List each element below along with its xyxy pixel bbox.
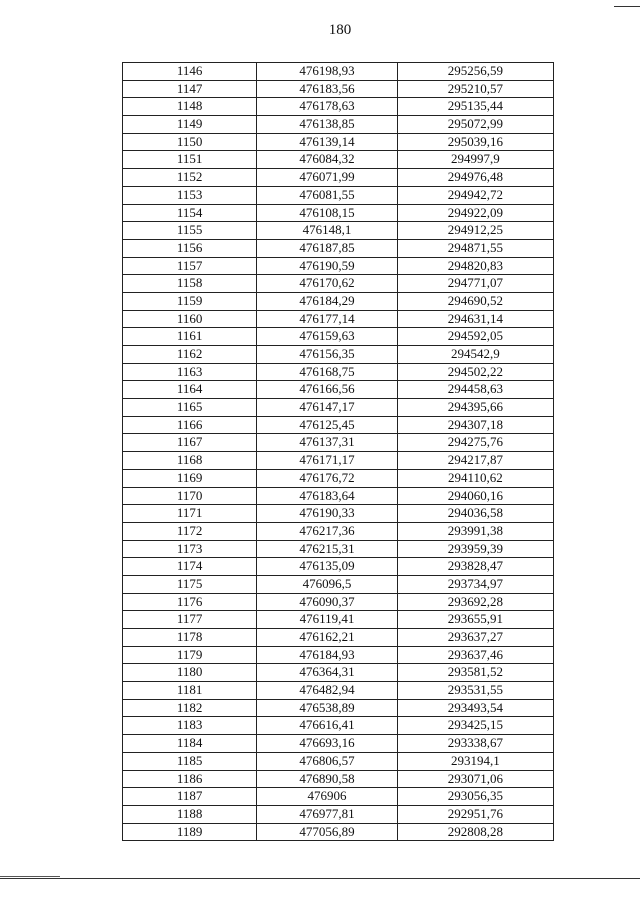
point-number-cell: 1168 bbox=[123, 452, 257, 470]
y-coordinate-cell: 293637,27 bbox=[397, 629, 553, 647]
x-coordinate-cell: 476147,17 bbox=[257, 399, 397, 417]
x-coordinate-cell: 476198,93 bbox=[257, 63, 397, 81]
point-number-cell: 1154 bbox=[123, 204, 257, 222]
y-coordinate-cell: 295210,57 bbox=[397, 80, 553, 98]
y-coordinate-cell: 294690,52 bbox=[397, 292, 553, 310]
x-coordinate-cell: 476135,09 bbox=[257, 558, 397, 576]
y-coordinate-cell: 293959,39 bbox=[397, 540, 553, 558]
y-coordinate-cell: 293425,15 bbox=[397, 717, 553, 735]
point-number-cell: 1150 bbox=[123, 133, 257, 151]
x-coordinate-cell: 476096,5 bbox=[257, 575, 397, 593]
x-coordinate-cell: 476616,41 bbox=[257, 717, 397, 735]
x-coordinate-cell: 476217,36 bbox=[257, 522, 397, 540]
x-coordinate-cell: 476538,89 bbox=[257, 699, 397, 717]
point-number-cell: 1156 bbox=[123, 239, 257, 257]
table-row bbox=[123, 646, 554, 664]
x-coordinate-cell: 476084,32 bbox=[257, 151, 397, 169]
y-coordinate-cell: 293056,35 bbox=[397, 788, 553, 806]
y-coordinate-cell: 294942,72 bbox=[397, 186, 553, 204]
table-row bbox=[123, 505, 554, 523]
y-coordinate-cell: 293531,55 bbox=[397, 682, 553, 700]
x-coordinate-cell: 476177,14 bbox=[257, 310, 397, 328]
table-row bbox=[123, 416, 554, 434]
table-row bbox=[123, 452, 554, 470]
table-row bbox=[123, 593, 554, 611]
point-number-cell: 1169 bbox=[123, 469, 257, 487]
coordinates-table bbox=[122, 62, 554, 841]
point-number-cell: 1157 bbox=[123, 257, 257, 275]
table-row bbox=[123, 805, 554, 823]
table-row bbox=[123, 399, 554, 417]
x-coordinate-cell: 476090,37 bbox=[257, 593, 397, 611]
point-number-cell: 1149 bbox=[123, 116, 257, 134]
x-coordinate-cell: 476170,62 bbox=[257, 275, 397, 293]
table-row bbox=[123, 80, 554, 98]
table-row bbox=[123, 63, 554, 81]
table-row bbox=[123, 487, 554, 505]
y-coordinate-cell: 294631,14 bbox=[397, 310, 553, 328]
y-coordinate-cell: 294820,83 bbox=[397, 257, 553, 275]
table-row bbox=[123, 664, 554, 682]
table-row bbox=[123, 611, 554, 629]
y-coordinate-cell: 294542,9 bbox=[397, 346, 553, 364]
x-coordinate-cell: 477056,89 bbox=[257, 823, 397, 841]
x-coordinate-cell: 476364,31 bbox=[257, 664, 397, 682]
y-coordinate-cell: 293581,52 bbox=[397, 664, 553, 682]
point-number-cell: 1178 bbox=[123, 629, 257, 647]
point-number-cell: 1152 bbox=[123, 169, 257, 187]
y-coordinate-cell: 294771,07 bbox=[397, 275, 553, 293]
table-row bbox=[123, 575, 554, 593]
point-number-cell: 1158 bbox=[123, 275, 257, 293]
point-number-cell: 1184 bbox=[123, 735, 257, 753]
x-coordinate-cell: 476159,63 bbox=[257, 328, 397, 346]
table-row bbox=[123, 116, 554, 134]
y-coordinate-cell: 294395,66 bbox=[397, 399, 553, 417]
table-row bbox=[123, 469, 554, 487]
table-row bbox=[123, 363, 554, 381]
y-coordinate-cell: 294502,22 bbox=[397, 363, 553, 381]
point-number-cell: 1151 bbox=[123, 151, 257, 169]
point-number-cell: 1172 bbox=[123, 522, 257, 540]
bottom-edge-rule bbox=[0, 878, 640, 879]
x-coordinate-cell: 476178,63 bbox=[257, 98, 397, 116]
y-coordinate-cell: 292808,28 bbox=[397, 823, 553, 841]
x-coordinate-cell: 476139,14 bbox=[257, 133, 397, 151]
y-coordinate-cell: 294976,48 bbox=[397, 169, 553, 187]
point-number-cell: 1166 bbox=[123, 416, 257, 434]
x-coordinate-cell: 476171,17 bbox=[257, 452, 397, 470]
y-coordinate-cell: 293692,28 bbox=[397, 593, 553, 611]
coordinates-table-body bbox=[123, 63, 554, 841]
x-coordinate-cell: 476119,41 bbox=[257, 611, 397, 629]
y-coordinate-cell: 293655,91 bbox=[397, 611, 553, 629]
x-coordinate-cell: 476693,16 bbox=[257, 735, 397, 753]
y-coordinate-cell: 295135,44 bbox=[397, 98, 553, 116]
y-coordinate-cell: 293991,38 bbox=[397, 522, 553, 540]
x-coordinate-cell: 476138,85 bbox=[257, 116, 397, 134]
y-coordinate-cell: 293071,06 bbox=[397, 770, 553, 788]
y-coordinate-cell: 293194,1 bbox=[397, 752, 553, 770]
point-number-cell: 1174 bbox=[123, 558, 257, 576]
y-coordinate-cell: 292951,76 bbox=[397, 805, 553, 823]
bottom-left-mark bbox=[0, 876, 60, 877]
table-row bbox=[123, 151, 554, 169]
table-row bbox=[123, 522, 554, 540]
table-row bbox=[123, 204, 554, 222]
y-coordinate-cell: 295072,99 bbox=[397, 116, 553, 134]
table-row bbox=[123, 169, 554, 187]
top-edge-rule bbox=[614, 6, 640, 7]
x-coordinate-cell: 476125,45 bbox=[257, 416, 397, 434]
table-row bbox=[123, 558, 554, 576]
point-number-cell: 1164 bbox=[123, 381, 257, 399]
table-row bbox=[123, 222, 554, 240]
table-row bbox=[123, 629, 554, 647]
x-coordinate-cell: 476162,21 bbox=[257, 629, 397, 647]
y-coordinate-cell: 294036,58 bbox=[397, 505, 553, 523]
y-coordinate-cell: 295039,16 bbox=[397, 133, 553, 151]
point-number-cell: 1163 bbox=[123, 363, 257, 381]
point-number-cell: 1181 bbox=[123, 682, 257, 700]
x-coordinate-cell: 476906 bbox=[257, 788, 397, 806]
table-row bbox=[123, 735, 554, 753]
x-coordinate-cell: 476187,85 bbox=[257, 239, 397, 257]
y-coordinate-cell: 293734,97 bbox=[397, 575, 553, 593]
y-coordinate-cell: 294871,55 bbox=[397, 239, 553, 257]
table-row bbox=[123, 133, 554, 151]
point-number-cell: 1170 bbox=[123, 487, 257, 505]
point-number-cell: 1147 bbox=[123, 80, 257, 98]
table-row bbox=[123, 275, 554, 293]
y-coordinate-cell: 294307,18 bbox=[397, 416, 553, 434]
point-number-cell: 1182 bbox=[123, 699, 257, 717]
x-coordinate-cell: 476166,56 bbox=[257, 381, 397, 399]
x-coordinate-cell: 476890,58 bbox=[257, 770, 397, 788]
point-number-cell: 1160 bbox=[123, 310, 257, 328]
point-number-cell: 1153 bbox=[123, 186, 257, 204]
x-coordinate-cell: 476168,75 bbox=[257, 363, 397, 381]
y-coordinate-cell: 294592,05 bbox=[397, 328, 553, 346]
x-coordinate-cell: 476071,99 bbox=[257, 169, 397, 187]
y-coordinate-cell: 295256,59 bbox=[397, 63, 553, 81]
point-number-cell: 1146 bbox=[123, 63, 257, 81]
y-coordinate-cell: 294912,25 bbox=[397, 222, 553, 240]
x-coordinate-cell: 476977,81 bbox=[257, 805, 397, 823]
point-number-cell: 1186 bbox=[123, 770, 257, 788]
point-number-cell: 1175 bbox=[123, 575, 257, 593]
point-number-cell: 1155 bbox=[123, 222, 257, 240]
table-row bbox=[123, 310, 554, 328]
table-row bbox=[123, 257, 554, 275]
y-coordinate-cell: 294275,76 bbox=[397, 434, 553, 452]
table-row bbox=[123, 823, 554, 841]
point-number-cell: 1185 bbox=[123, 752, 257, 770]
table-row bbox=[123, 540, 554, 558]
point-number-cell: 1189 bbox=[123, 823, 257, 841]
x-coordinate-cell: 476482,94 bbox=[257, 682, 397, 700]
y-coordinate-cell: 293338,67 bbox=[397, 735, 553, 753]
x-coordinate-cell: 476190,59 bbox=[257, 257, 397, 275]
table-row bbox=[123, 328, 554, 346]
x-coordinate-cell: 476183,56 bbox=[257, 80, 397, 98]
table-row bbox=[123, 699, 554, 717]
x-coordinate-cell: 476184,93 bbox=[257, 646, 397, 664]
table-row bbox=[123, 752, 554, 770]
table-row bbox=[123, 98, 554, 116]
table-row bbox=[123, 717, 554, 735]
x-coordinate-cell: 476137,31 bbox=[257, 434, 397, 452]
x-coordinate-cell: 476081,55 bbox=[257, 186, 397, 204]
point-number-cell: 1161 bbox=[123, 328, 257, 346]
table-row bbox=[123, 434, 554, 452]
table-row bbox=[123, 292, 554, 310]
point-number-cell: 1173 bbox=[123, 540, 257, 558]
point-number-cell: 1177 bbox=[123, 611, 257, 629]
y-coordinate-cell: 294217,87 bbox=[397, 452, 553, 470]
point-number-cell: 1176 bbox=[123, 593, 257, 611]
point-number-cell: 1183 bbox=[123, 717, 257, 735]
point-number-cell: 1148 bbox=[123, 98, 257, 116]
table-row bbox=[123, 770, 554, 788]
table-row bbox=[123, 381, 554, 399]
y-coordinate-cell: 293828,47 bbox=[397, 558, 553, 576]
y-coordinate-cell: 294110,62 bbox=[397, 469, 553, 487]
x-coordinate-cell: 476148,1 bbox=[257, 222, 397, 240]
table-row bbox=[123, 239, 554, 257]
table-row bbox=[123, 788, 554, 806]
y-coordinate-cell: 294060,16 bbox=[397, 487, 553, 505]
y-coordinate-cell: 294458,63 bbox=[397, 381, 553, 399]
x-coordinate-cell: 476190,33 bbox=[257, 505, 397, 523]
x-coordinate-cell: 476183,64 bbox=[257, 487, 397, 505]
point-number-cell: 1171 bbox=[123, 505, 257, 523]
x-coordinate-cell: 476806,57 bbox=[257, 752, 397, 770]
x-coordinate-cell: 476176,72 bbox=[257, 469, 397, 487]
x-coordinate-cell: 476215,31 bbox=[257, 540, 397, 558]
point-number-cell: 1159 bbox=[123, 292, 257, 310]
y-coordinate-cell: 294997,9 bbox=[397, 151, 553, 169]
y-coordinate-cell: 293637,46 bbox=[397, 646, 553, 664]
point-number-cell: 1179 bbox=[123, 646, 257, 664]
point-number-cell: 1188 bbox=[123, 805, 257, 823]
x-coordinate-cell: 476108,15 bbox=[257, 204, 397, 222]
page-number: 180 bbox=[328, 22, 352, 38]
y-coordinate-cell: 293493,54 bbox=[397, 699, 553, 717]
table-row bbox=[123, 186, 554, 204]
point-number-cell: 1187 bbox=[123, 788, 257, 806]
x-coordinate-cell: 476156,35 bbox=[257, 346, 397, 364]
y-coordinate-cell: 294922,09 bbox=[397, 204, 553, 222]
point-number-cell: 1165 bbox=[123, 399, 257, 417]
point-number-cell: 1167 bbox=[123, 434, 257, 452]
table-row bbox=[123, 682, 554, 700]
point-number-cell: 1180 bbox=[123, 664, 257, 682]
point-number-cell: 1162 bbox=[123, 346, 257, 364]
table-row bbox=[123, 346, 554, 364]
x-coordinate-cell: 476184,29 bbox=[257, 292, 397, 310]
